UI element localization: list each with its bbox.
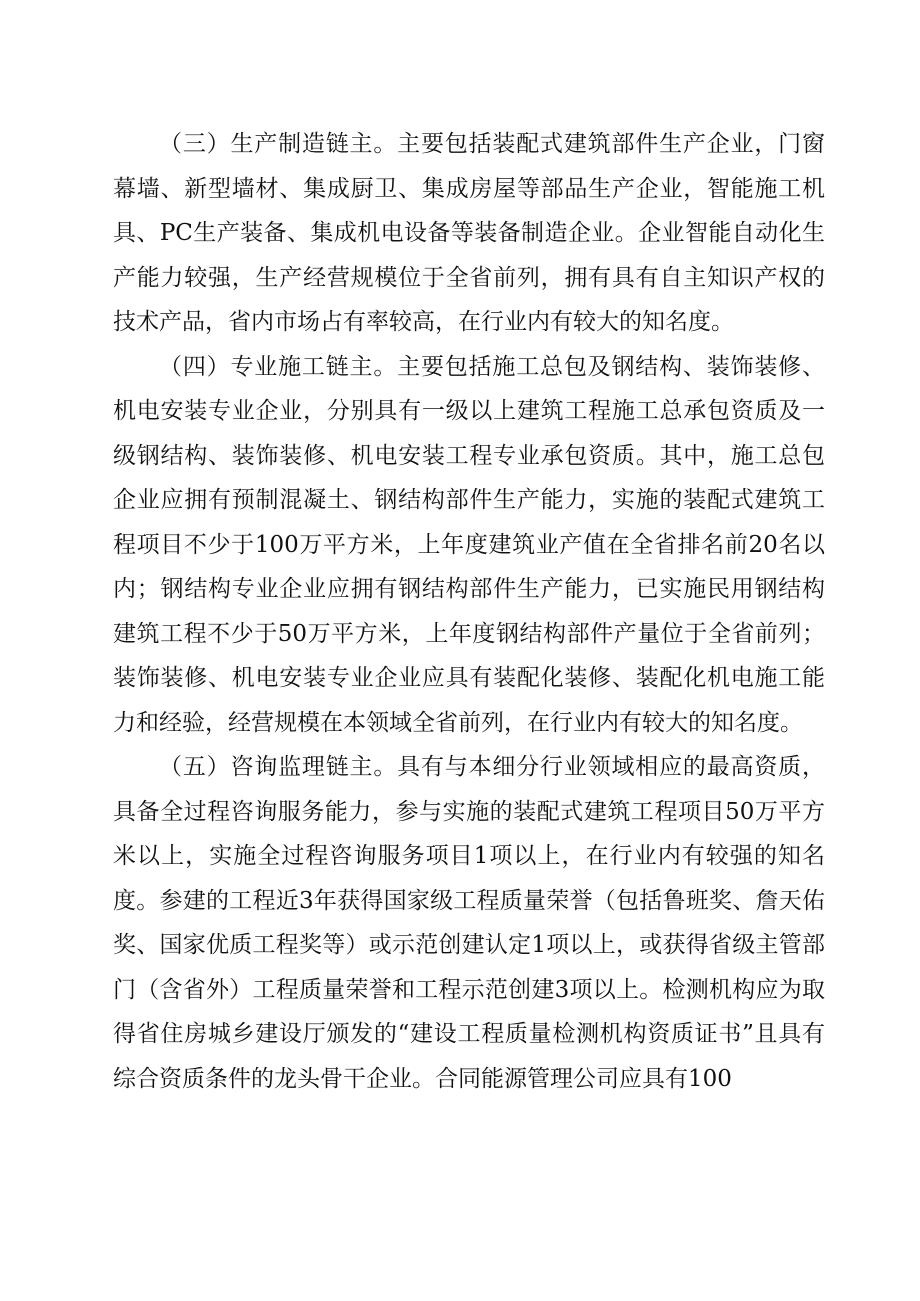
paragraph-consulting-chain-leader: （五）咨询监理链主。具有与本细分行业领域相应的最高资质，具备全过程咨询服务能力，参与实施的装配式建筑工程项目50万平方米以上，实施全过程咨询服务项目1项以上，在行业内有较强的知名度。参建的工程近3年获得国家级工程质量荣誉（包括鲁班奖、詹天佑奖、国家优质工程奖等）或示范创建认定1项以上，或获得省级主管部门（含省外）工程质量荣誉和工程示范创建3项以上。检测机构应为取得省住房城乡建设厅颁发的“建设工程质量检测机构资质证书”且具有综合资质条件的龙头骨干企业。合同能源管理公司应具有100 bbox=[113, 754, 825, 1092]
paragraph-construction-chain-leader: （四）专业施工链主。主要包括施工总包及钢结构、装饰装修、机电安装专业企业，分别具有一级以上建筑工程施工总承包资质及一级钢结构、装饰装修、机电安装工程专业承包资质。其中，施工总包企业应拥有预制混凝土、钢结构部件生产能力，实施的装配式建筑工程项目不少于100万平方米，上年度建筑业产值在全省排名前20名以内；钢结构专业企业应拥有钢结构部件生产能力，已实施民用钢结构建筑工程不少于50万平方米，上年度钢结构部件产量位于全省前列；装饰装修、机电安装专业企业应具有装配化装修、装配化机电施工能力和经验，经营规模在本领域全省前列，在行业内有较大的知名度。 bbox=[113, 353, 825, 736]
document-page bbox=[113, 122, 825, 1101]
paragraph-production-chain-leader: （三）生产制造链主。主要包括装配式建筑部件生产企业，门窗幕墙、新型墙材、集成厨卫、集成房屋等部品生产企业，智能施工机具、PC生产装备、集成机电设备等装备制造企业。企业智能自动化生产能力较强，生产经营规模位于全省前列，拥有具有自主知识产权的技术产品，省内市场占有率较高，在行业内有较大的知名度。 bbox=[113, 131, 825, 335]
